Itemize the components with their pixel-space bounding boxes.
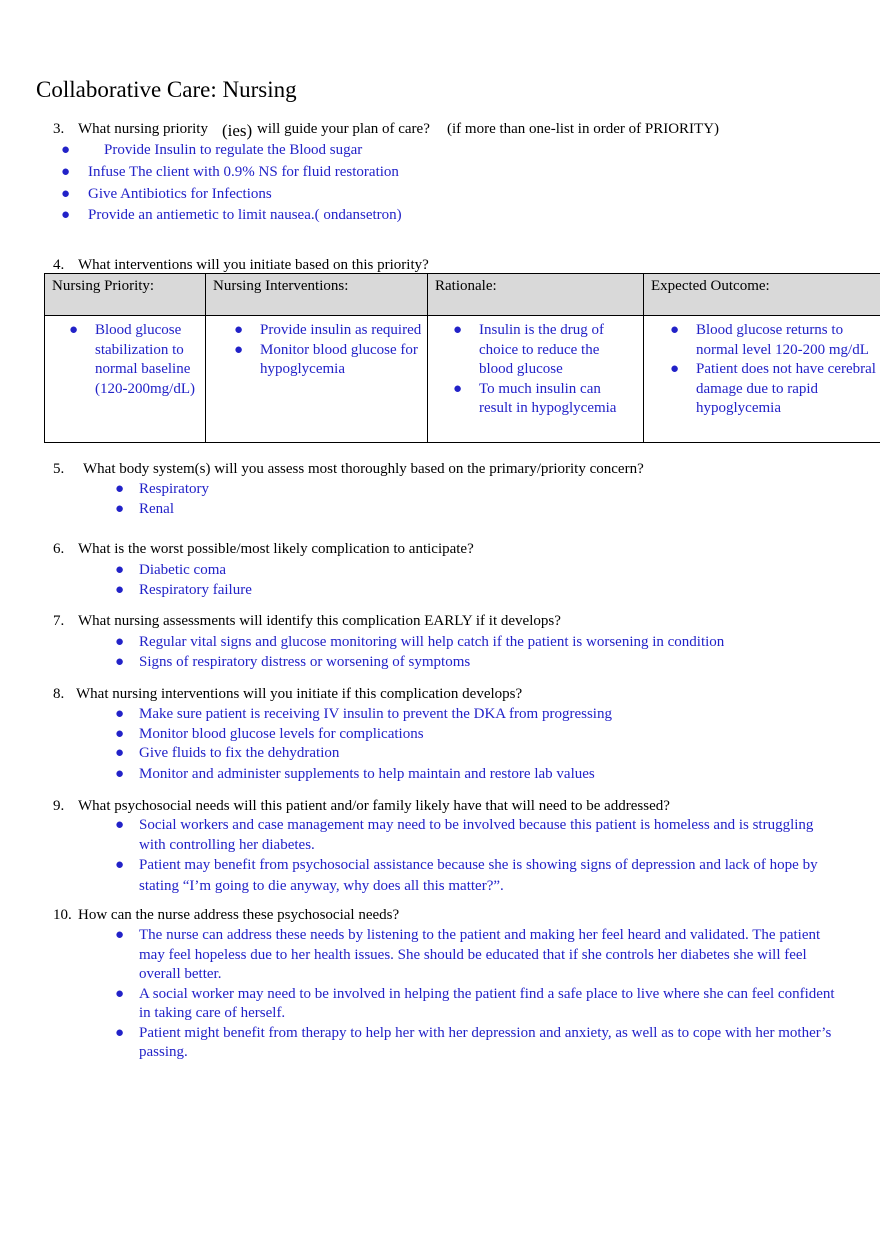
q7-number: 7. (53, 613, 65, 629)
list-item (115, 633, 855, 653)
care-plan-table (44, 273, 880, 443)
intervention-text: Provide insulin as required (260, 322, 422, 338)
outcome-text: Patient does not have cerebral damage due to rapid hypoglycemia (696, 361, 876, 416)
q8-answer: Give fluids to fix the dehydration (139, 745, 340, 761)
rationale-text: To much insulin can result in hypoglycemia (479, 380, 617, 416)
q5-text: What body system(s) will you assess most thoroughly based on the primary/priority concern? (83, 461, 644, 477)
bullet-icon: ● (115, 725, 125, 742)
q7-answer: Regular vital signs and glucose monitoring will help catch if the patient is worsening in condition (139, 634, 725, 650)
bullet-icon: ● (670, 322, 680, 338)
q8-answer-list (115, 705, 855, 784)
list-item (234, 341, 429, 380)
page-title: Collaborative Care: Nursing (36, 77, 297, 102)
q9-number: 9. (53, 798, 65, 814)
bullet-icon: ● (115, 706, 125, 722)
q3-text-ies: (ies) (222, 121, 253, 140)
bullet-icon: ● (453, 322, 463, 338)
bullet-icon: ● (115, 562, 125, 578)
header-rationale: Rationale: (428, 274, 644, 316)
list-item (115, 765, 855, 785)
q9-answer: Social workers and case management may need to be involved because this patient is homeless and is struggling with controlling her diabetes. (139, 817, 814, 853)
cell-outcomes (644, 316, 880, 443)
q3-text-b: will guide your plan of care? (257, 121, 430, 137)
q3-answer: Provide Insulin to regulate the Blood sugar (104, 142, 363, 158)
bullet-icon: ● (115, 481, 125, 497)
bullet-icon: ● (61, 207, 71, 223)
bullet-icon: ● (115, 745, 125, 761)
q7-answer-list (115, 633, 855, 672)
q10-number: 10. (53, 907, 72, 923)
list-item (115, 744, 855, 764)
cell-interventions (206, 316, 428, 443)
q6-text: What is the worst possible/most likely complication to anticipate? (78, 541, 474, 557)
q6-answer: Respiratory failure (139, 581, 252, 598)
q4-text: What interventions will you initiate based on this priority? (78, 257, 429, 273)
q5-answer: Renal (139, 500, 174, 517)
list-item (115, 561, 835, 581)
q5-answer-list (115, 480, 835, 519)
list-item (115, 816, 843, 855)
bullet-icon: ● (234, 341, 244, 358)
rationale-text: Insulin is the drug of choice to reduce the blood glucose (479, 322, 604, 377)
list-item (115, 500, 835, 520)
q9-answer-list (115, 816, 843, 897)
q8-answer: Make sure patient is receiving IV insulin to prevent the DKA from progressing (139, 706, 612, 722)
header-expected-outcome: Expected Outcome: (644, 274, 880, 316)
q3-answer: Provide an antiemetic to limit nausea.( ondansetron) (88, 207, 402, 223)
list-item (115, 855, 843, 897)
list-item (115, 581, 835, 601)
q10-answer: The nurse can address these needs by listening to the patient and making her feel heard and validated. The patient may feel hopeless due to her health issues. She should be educated that if she controls her diabetes she will feel overall better. (139, 927, 821, 982)
list-item (115, 926, 843, 985)
q3-answer: Give Antibiotics for Infections (88, 186, 272, 202)
q3-text-c: (if more than one-list in order of PRIORITY) (447, 121, 720, 137)
bullet-icon: ● (115, 817, 125, 833)
q6-answer: Diabetic coma (139, 562, 227, 578)
intervention-text: Monitor blood glucose for hypoglycemia (260, 341, 418, 377)
q9-text: What psychosocial needs will this patient and/or family likely have that will need to be addressed? (78, 798, 670, 814)
q8-answer: Monitor blood glucose levels for complications (139, 725, 424, 742)
cell-rationale (428, 316, 644, 443)
q10-answer: Patient might benefit from therapy to help her with her depression and anxiety, as well as to cope with her mother’s passing. (139, 1024, 832, 1060)
q6-answer-list (115, 561, 835, 600)
cell-priority (45, 316, 206, 443)
q10-answer: A social worker may need to be involved in helping the patient find a safe place to live where she can feel confident in taking care of herself. (139, 985, 835, 1021)
q8-answer: Monitor and administer supplements to help maintain and restore lab values (139, 765, 595, 782)
q10-text: How can the nurse address these psychosocial needs? (78, 907, 400, 923)
list-item (115, 480, 835, 500)
bullet-icon: ● (61, 164, 71, 180)
bullet-icon: ● (61, 186, 71, 202)
bullet-icon: ● (115, 765, 125, 782)
q5-number: 5. (53, 461, 65, 477)
table-row (45, 316, 880, 443)
bullet-icon: ● (234, 322, 244, 338)
list-item (670, 321, 880, 360)
q5-answer: Respiratory (139, 481, 209, 497)
bullet-icon: ● (453, 380, 463, 397)
q4-number: 4. (53, 257, 65, 273)
list-item (115, 705, 855, 725)
bullet-icon: ● (670, 361, 680, 377)
bullet-icon: ● (61, 142, 71, 158)
priority-text: Blood glucose stabilization to normal baseline (120-200mg/dL) (95, 322, 195, 397)
bullet-icon: ● (115, 634, 125, 650)
list-item (115, 653, 855, 673)
table-header-row (45, 274, 880, 316)
header-nursing-priority: Nursing Priority: (45, 274, 206, 316)
q10-answer-list (115, 926, 843, 1063)
list-item (115, 985, 843, 1024)
q3-text-a: What nursing priority (78, 121, 208, 137)
q3-answer: Infuse The client with 0.9% NS for fluid restoration (88, 164, 399, 180)
bullet-icon: ● (115, 857, 125, 873)
bullet-icon: ● (69, 322, 79, 338)
bullet-icon: ● (115, 927, 125, 943)
bullet-icon: ● (115, 985, 125, 1002)
bullet-icon: ● (115, 1024, 125, 1041)
list-item (234, 321, 429, 341)
list-item (115, 1024, 843, 1063)
bullet-icon: ● (115, 500, 125, 517)
q9-answer: Patient may benefit from psychosocial assistance because she is showing signs of depression and lack of hope by stating “I’m going to die anyway, why does all this matter?”. (139, 857, 818, 894)
q8-number: 8. (53, 686, 65, 702)
q7-answer: Signs of respiratory distress or worsening of symptoms (139, 653, 471, 670)
list-item (453, 321, 633, 380)
list-item (453, 380, 633, 419)
list-item (115, 725, 855, 745)
bullet-icon: ● (115, 653, 125, 670)
bullet-icon: ● (115, 581, 125, 598)
q8-text: What nursing interventions will you initiate if this complication develops? (76, 686, 523, 702)
outcome-text: Blood glucose returns to normal level 120-200 mg/dL (696, 322, 869, 358)
list-item (670, 360, 880, 419)
list-item (69, 321, 203, 399)
q6-number: 6. (53, 541, 65, 557)
q3-number: 3. (53, 121, 65, 137)
q7-text: What nursing assessments will identify this complication EARLY if it develops? (78, 613, 561, 629)
header-nursing-interventions: Nursing Interventions: (206, 274, 428, 316)
